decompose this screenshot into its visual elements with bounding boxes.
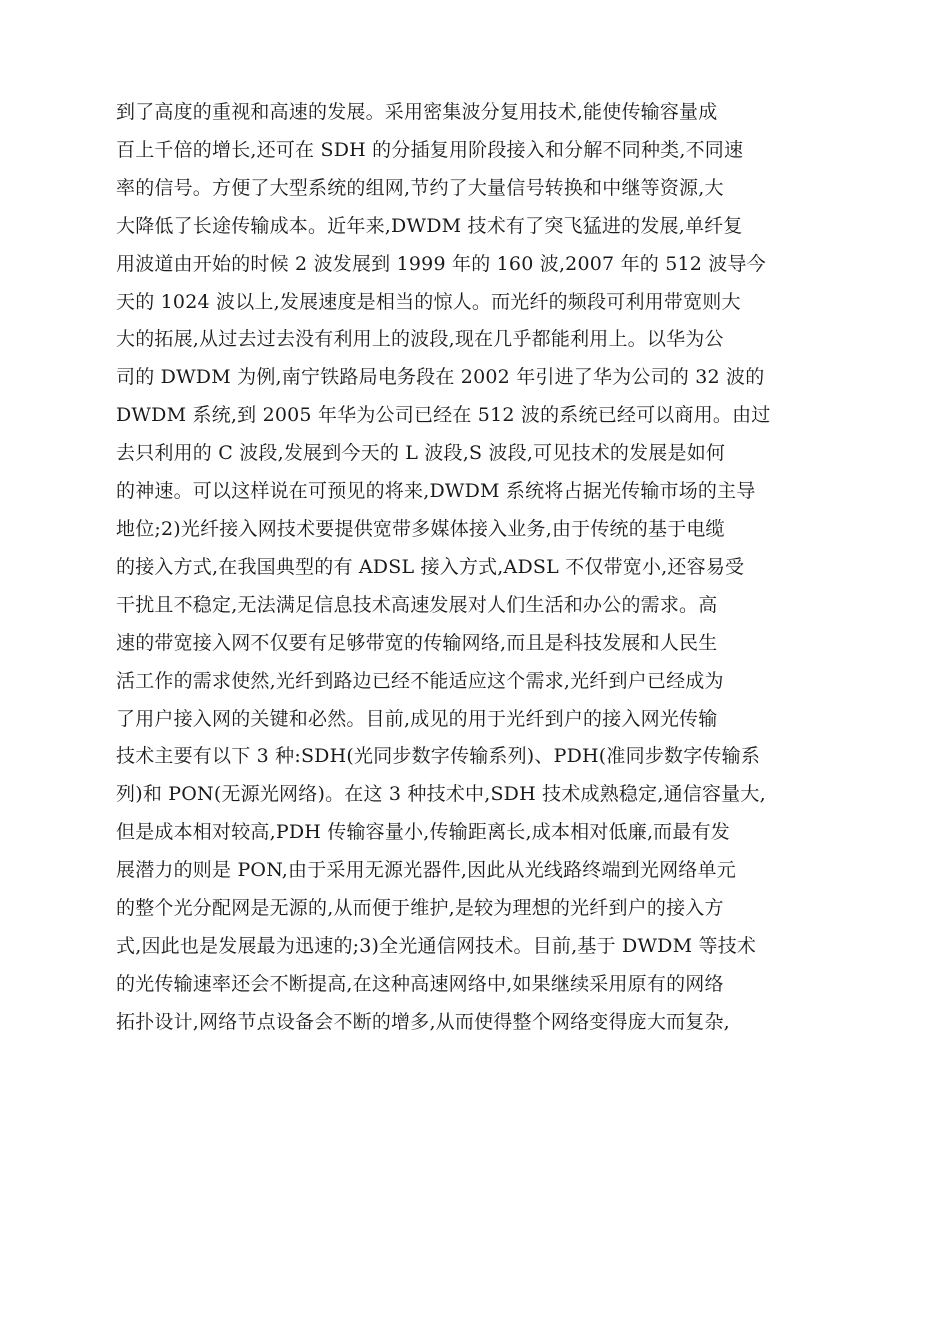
text-line: 技术主要有以下 3 种:SDH(光同步数字传输系列)、PDH(准同步数字传输系 [116,745,761,768]
text-line: 了用户接入网的关键和必然。目前,成见的用于光纤到户的接入网光传输 [116,707,718,730]
text-line: 的整个光分配网是无源的,从而便于维护,是较为理想的光纤到户的接入方 [116,897,724,920]
text-line: 的光传输速率还会不断提高,在这种高速网络中,如果继续采用原有的网络 [116,972,724,995]
text-line: 天的 1024 波以上,发展速度是相当的惊人。而光纤的频段可利用带宽则大 [116,290,741,313]
text-line: 列)和 PON(无源光网络)。在这 3 种技术中,SDH 技术成熟稳定,通信容量大, [116,783,766,806]
text-line: DWDM 系统,到 2005 年华为公司已经在 512 波的系统已经可以商用。由过 [116,404,771,427]
text-line: 百上千倍的增长,还可在 SDH 的分插复用阶段接入和分解不同种类,不同速 [116,138,744,161]
text-line: 用波道由开始的时候 2 波发展到 1999 年的 160 波,2007 年的 512 波导今 [116,252,766,275]
text-line: 大的拓展,从过去过去没有利用上的波段,现在几乎都能利用上。以华为公 [116,328,724,351]
text-line: 地位;2)光纤接入网技术要提供宽带多媒体接入业务,由于传统的基于电缆 [116,517,725,540]
text-line: 干扰且不稳定,无法满足信息技术高速发展对人们生活和办公的需求。高 [116,593,718,616]
text-line: 式,因此也是发展最为迅速的;3)全光通信网技术。目前,基于 DWDM 等技术 [116,934,757,957]
text-line: 司的 DWDM 为例,南宁铁路局电务段在 2002 年引进了华为公司的 32 波的 [116,366,765,389]
text-line: 大降低了长途传输成本。近年来,DWDM 技术有了突飞猛进的发展,单纤复 [116,214,743,237]
text-line: 展潜力的则是 PON,由于采用无源光器件,因此从光线路终端到光网络单元 [116,859,736,882]
text-line: 拓扑设计,网络节点设备会不断的增多,从而使得整个网络变得庞大而复杂, [116,1010,730,1033]
text-line: 但是成本相对较高,PDH 传输容量小,传输距离长,成本相对低廉,而最有发 [116,821,730,844]
body-paragraph [116,94,856,1042]
text-line: 率的信号。方便了大型系统的组网,节约了大量信号转换和中继等资源,大 [116,176,724,199]
text-line: 到了高度的重视和高速的发展。采用密集波分复用技术,能使传输容量成 [116,101,718,123]
text-line: 速的带宽接入网不仅要有足够带宽的传输网络,而且是科技发展和人民生 [116,631,718,654]
text-line: 的神速。可以这样说在可预见的将来,DWDM 系统将占据光传输市场的主导 [116,480,756,503]
text-line: 的接入方式,在我国典型的有 ADSL 接入方式,ADSL 不仅带宽小,还容易受 [116,555,745,578]
text-line: 活工作的需求使然,光纤到路边已经不能适应这个需求,光纤到户已经成为 [116,669,724,692]
text-line: 去只利用的 C 波段,发展到今天的 L 波段,S 波段,可见技术的发展是如何 [116,442,726,465]
